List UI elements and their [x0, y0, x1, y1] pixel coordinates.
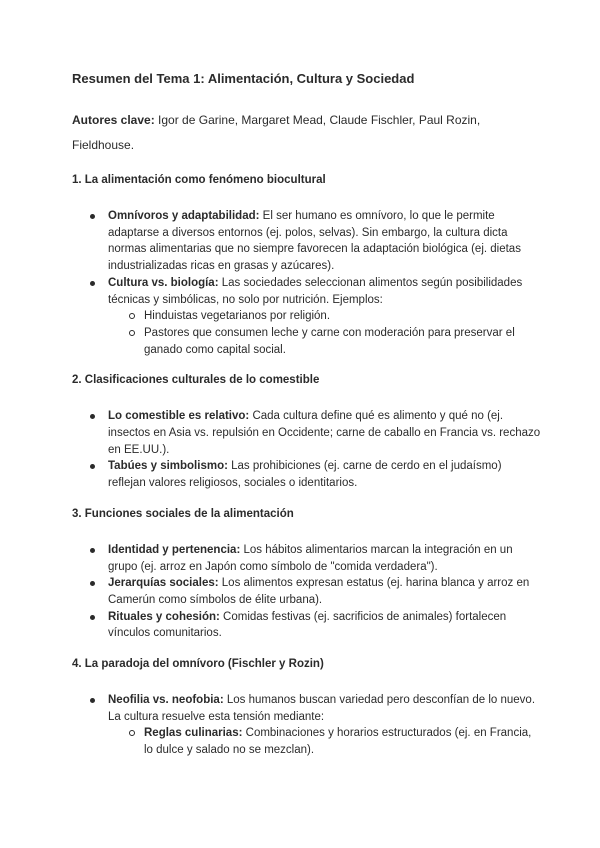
list-item: [72, 609, 542, 642]
item-text: El ser humano es omnívoro, lo que le permite adaptarse a diversos entornos (ej. polos, selvas). Sin embargo, la cultura dicta normas alimentarias que no siempre favorecen la adaptación biológica (ej. dietas industrializadas ricas en grasas y azúcares).: [108, 210, 521, 273]
sub-list: [108, 308, 542, 358]
list-item: [72, 408, 542, 458]
sub-list-item: [108, 725, 542, 758]
item-term: Lo comestible es relativo:: [108, 410, 250, 423]
list-item: [72, 458, 542, 491]
list-item: [72, 275, 542, 359]
document-page: [72, 70, 542, 773]
sub-list: [108, 725, 542, 758]
sub-item-term: Reglas culinarias:: [144, 727, 243, 740]
item-text: Las sociedades seleccionan alimentos según posibilidades técnicas y simbólicas, no solo por nutrición. Ejemplos:: [108, 276, 523, 306]
item-text: Cada cultura define qué es alimento y qué no (ej. insectos en Asia vs. repulsión en Occidente; carne de caballo en Francia vs. rechazo en EE.UU.).: [108, 410, 541, 456]
section-list-2: [72, 408, 542, 492]
item-term: Neofilia vs. neofobia:: [108, 694, 224, 707]
item-text: Las prohibiciones (ej. carne de cerdo en el judaísmo) reflejan valores religiosos, sociales o identitarios.: [108, 460, 502, 490]
authors-line: [72, 108, 542, 158]
list-item: [72, 542, 542, 575]
list-item: [72, 692, 542, 759]
item-text: Los hábitos alimentarios marcan la integración en un grupo (ej. arroz en Japón como símbolo de "comida verdadera").: [108, 543, 513, 573]
item-term: Rituales y cohesión:: [108, 610, 220, 623]
section-title-4: 4. La paradoja del omnívoro (Fischler y Rozin): [72, 658, 324, 671]
item-text: Comidas festivas (ej. sacrificios de animales) fortalecen vínculos comunitarios.: [108, 610, 507, 640]
item-term: Cultura vs. biología:: [108, 276, 219, 289]
section-title-1: 1. La alimentación como fenómeno biocultural: [72, 174, 326, 186]
item-term: Jerarquías sociales:: [108, 577, 219, 590]
section-title-2: 2. Clasificaciones culturales de lo comestible: [72, 374, 320, 387]
authors-label: Autores clave:: [72, 113, 155, 127]
item-text: Los alimentos expresan estatus (ej. harina blanca y arroz en Camerún como símbolos de élite urbana).: [108, 577, 530, 606]
list-item: [72, 575, 542, 608]
section-list-4: [72, 692, 542, 759]
section-list-3: [72, 542, 542, 642]
item-text: Los humanos buscan variedad pero desconfían de lo nuevo. La cultura resuelve esta tensión mediante:: [108, 694, 536, 723]
item-term: Omnívoros y adaptabilidad:: [108, 210, 260, 222]
sub-item-text: Combinaciones y horarios estructurados (ej. en Francia, lo dulce y salado no se mezclan).: [144, 727, 532, 757]
sub-list-item: Pastores que consumen leche y carne con moderación para preservar el ganado como capital social.: [108, 325, 542, 358]
item-term: Identidad y pertenencia:: [108, 543, 241, 556]
list-item: [72, 208, 542, 275]
document-title: Resumen del Tema 1: Alimentación, Cultura y Sociedad: [72, 71, 415, 86]
authors-names: Igor de Garine, Margaret Mead, Claude Fischler, Paul Rozin, Fieldhouse.: [72, 113, 481, 152]
section-list-1: [72, 208, 542, 358]
item-term: Tabúes y simbolismo:: [108, 460, 228, 473]
section-title-3: 3. Funciones sociales de la alimentación: [72, 507, 294, 520]
sub-list-item: Hinduistas vegetarianos por religión.: [108, 308, 542, 325]
